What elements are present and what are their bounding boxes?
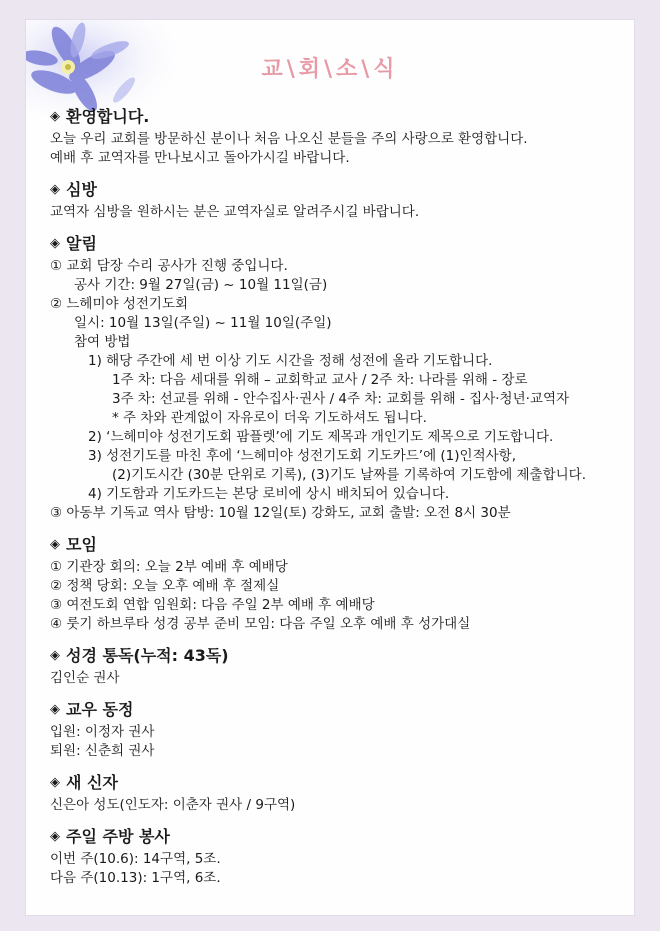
section-visit bbox=[50, 179, 628, 222]
section-meeting bbox=[50, 534, 628, 634]
text-line: 오늘 우리 교회를 방문하신 분이나 처음 나오신 분들을 주의 사랑으로 환영합니다. bbox=[50, 131, 528, 147]
diamond-icon: ◈ bbox=[50, 109, 60, 124]
section-heading: ◈ 교우 동정 bbox=[50, 700, 134, 719]
text-line: 이번 주(10.6): 14구역, 5조. bbox=[50, 851, 221, 867]
text-line: 입원: 이정자 권사 bbox=[50, 724, 155, 740]
notice-detail: * 주 차와 관계없이 자유로이 더욱 기도하셔도 됩니다. bbox=[112, 410, 427, 426]
section-notice bbox=[50, 233, 628, 523]
notice-step: 1) 해당 주간에 세 번 이상 기도 시간을 정해 성전에 올라 기도합니다. bbox=[88, 353, 493, 369]
section-heading: ◈ 모임 bbox=[50, 535, 97, 554]
section-members bbox=[50, 699, 628, 761]
section-heading: ◈ 환영합니다. bbox=[50, 107, 150, 126]
text-line: 예배 후 교역자를 만나보시고 돌아가시길 바랍니다. bbox=[50, 150, 350, 166]
notice-step: 4) 기도함과 기도카드는 본당 로비에 상시 배치되어 있습니다. bbox=[88, 486, 450, 502]
notice-item: ① 교회 담장 수리 공사가 진행 중입니다. bbox=[50, 258, 288, 274]
section-heading: ◈ 알림 bbox=[50, 234, 97, 253]
diamond-icon: ◈ bbox=[50, 537, 60, 552]
section-heading: ◈ 심방 bbox=[50, 180, 97, 199]
notice-detail: 일시: 10월 13일(주일) ~ 11월 10일(주일) bbox=[74, 315, 332, 331]
notice-item: ③ 아동부 기독교 역사 탐방: 10월 12일(토) 강화도, 교회 출발: 오전 8시 30분 bbox=[50, 505, 511, 521]
diamond-icon: ◈ bbox=[50, 702, 60, 717]
notice-item: ② 느헤미야 성전기도회 bbox=[50, 296, 189, 312]
text-line: 교역자 심방을 원하시는 분은 교역자실로 알려주시길 바랍니다. bbox=[50, 204, 420, 220]
diamond-icon: ◈ bbox=[50, 829, 60, 844]
page-title: 교\회\소\식 bbox=[261, 56, 399, 82]
bulletin-content bbox=[50, 106, 628, 899]
diamond-icon: ◈ bbox=[50, 182, 60, 197]
text-line: 다음 주(10.13): 1구역, 6조. bbox=[50, 870, 221, 886]
section-bible bbox=[50, 645, 628, 688]
diamond-icon: ◈ bbox=[50, 775, 60, 790]
text-line: 퇴원: 신춘희 권사 bbox=[50, 743, 155, 759]
notice-step: 2) ‘느헤미야 성전기도회 팜플렛’에 기도 제목과 개인기도 제목으로 기도합니다. bbox=[88, 429, 554, 445]
notice-detail: 1주 차: 다음 세대를 위해 – 교회학교 교사 / 2주 차: 나라를 위해 - 장로 bbox=[112, 372, 528, 388]
notice-detail: 참여 방법 bbox=[74, 334, 131, 350]
section-heading: ◈ 성경 통독(누적: 43독) bbox=[50, 646, 229, 665]
notice-detail: (2)기도시간 (30분 단위로 기록), (3)기도 날짜를 기록하여 기도함에 제출합니다. bbox=[112, 467, 587, 483]
section-newcomer bbox=[50, 772, 628, 815]
section-heading: ◈ 주일 주방 봉사 bbox=[50, 827, 170, 846]
diamond-icon: ◈ bbox=[50, 236, 60, 251]
diamond-icon: ◈ bbox=[50, 648, 60, 663]
section-heading: ◈ 새 신자 bbox=[50, 773, 118, 792]
list-item: ① 기관장 회의: 오늘 2부 예배 후 예배당 bbox=[50, 559, 288, 575]
list-item: ④ 룻기 하브루타 성경 공부 준비 모임: 다음 주일 오후 예배 후 성가대실 bbox=[50, 616, 471, 632]
section-welcome bbox=[50, 106, 628, 168]
list-item: ③ 여전도회 연합 임원회: 다음 주일 2부 예배 후 예배당 bbox=[50, 597, 375, 613]
notice-detail: 공사 기간: 9월 27일(금) ~ 10월 11일(금) bbox=[74, 277, 328, 293]
text-line: 김인순 권사 bbox=[50, 670, 120, 686]
list-item: ② 정책 당회: 오늘 오후 예배 후 절제실 bbox=[50, 578, 280, 594]
notice-detail: 3주 차: 선교를 위해 - 안수집사·권사 / 4주 차: 교회를 위해 - 집사·청년·교역자 bbox=[112, 391, 570, 407]
bulletin-page bbox=[26, 20, 634, 915]
section-kitchen bbox=[50, 826, 628, 888]
notice-step: 3) 성전기도를 마친 후에 ‘느헤미야 성전기도회 기도카드’에 (1)인적사항, bbox=[88, 448, 516, 464]
text-line: 신은아 성도(인도자: 이춘자 권사 / 9구역) bbox=[50, 797, 296, 813]
